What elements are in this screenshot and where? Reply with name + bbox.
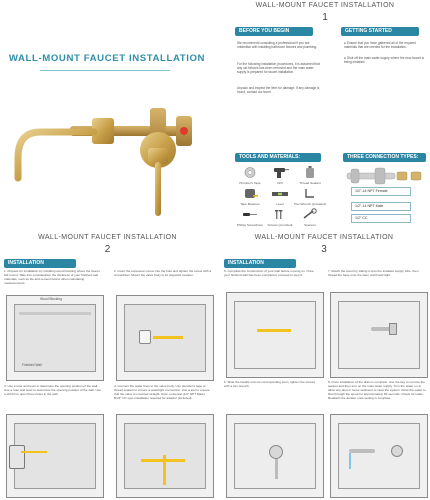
- hero-divider: [40, 70, 170, 71]
- gold-faucet-image: [0, 78, 215, 228]
- getting-started-bullet-1: ● Ensure that you have gathered all of the required materials that are needed for the installation.: [344, 41, 416, 50]
- hero-title: WALL-MOUNT FAUCET INSTALLATION: [8, 53, 206, 64]
- step3-drill-illustration: [6, 414, 104, 498]
- step8-water-test-illustration: [330, 414, 428, 498]
- label-wood-blocking: Wood Blocking: [40, 297, 62, 301]
- page2-step-3: 3. Use a ruler and level to determine the opening position of the wall. Use a ruler and level to determine the opening position of the wall. Use a drill bit to open three holes in the wall.: [4, 384, 101, 396]
- connector-parts-illustration: [345, 166, 425, 186]
- page3-step-8: 8. Once installation of the drain is complete. Use the key to remove the aerator and then turn on the main water supply. Turn the water on to allow any dust or loose sediment to clear the system. Allow the water to flow through the spout for approximately 60 seconds. Check for leaks. Reattach the aerator once testing is complete.: [328, 380, 426, 400]
- page3-title: WALL-MOUNT FAUCET INSTALLATION: [254, 234, 394, 241]
- step1-wall-illustration: [6, 295, 104, 381]
- level-icon: [271, 187, 289, 200]
- screws-icon: [271, 208, 289, 221]
- getting-started-bullet-2: ● Shut off the main water supply where the new faucet is being installed.: [344, 56, 425, 65]
- label-finished-wall: Finished Wall: [22, 363, 42, 367]
- before-you-begin-p1: We recommend consulting a professional if you are unfamiliar with installing bathroom fixtures and plumbing.: [237, 41, 318, 50]
- tool-label-spanner: Spanner: [304, 223, 316, 227]
- tools-heading: TOOLS AND MATERIALS:: [235, 153, 321, 162]
- step4-water-lines-illustration: [116, 414, 214, 498]
- tool-label-thread-sealant: Thread Sealant: [299, 181, 321, 185]
- tool-label-drill: Drill: [277, 181, 283, 185]
- page2-step-2: 2. Insert the expansion screw into the hole and tighten the screw with a screwdriver. Mount the valve body in its prepared location.: [114, 269, 212, 277]
- tool-label-philips-screwdriver: Philips Screwdriver: [236, 223, 264, 227]
- tool-label-level: Level: [276, 202, 284, 206]
- manual-page-number: 1: [322, 12, 328, 23]
- step2-valve-mount-illustration: [116, 295, 214, 381]
- connection-type-npt-male: 1/2"-14 NPT Male: [351, 202, 411, 211]
- page2-number: 2: [104, 244, 111, 255]
- tool-label-plumbers-tape: Plumber's Tape: [239, 181, 261, 185]
- hex-wrench-icon: [301, 187, 319, 200]
- page3-installation-heading: INSTALLATION: [224, 259, 296, 268]
- page3-number: 3: [321, 244, 327, 255]
- page3-step-5: 5. Complete the construction of your wall before moving on. Once your finished wall has been completed, proceed to step 6.: [224, 269, 314, 277]
- sealant-tube-icon: [301, 166, 319, 179]
- spanner-icon: [301, 208, 319, 221]
- step5-finished-wall-illustration: [226, 292, 324, 378]
- before-you-begin-p2: For the following installation procedures, it is assumed that any old fixtures has been removed and the main water supply is prepared for faucet installation.: [237, 62, 320, 75]
- page2-installation-heading: INSTALLATION: [4, 259, 76, 268]
- page2-step-4: 4. Connect the water lines to the valve body. Use plumber's tape or thread sealant to ensure a watertight connection. Use a tool to ensure that the valve is mounted straight. Note: universal (1/2" NPT Male) B1/2" CC type installation required for adaptor (included).: [114, 384, 210, 400]
- before-you-begin-p3: Unpack and inspect the item for damage. If any damage is found, contact our team.: [237, 86, 320, 95]
- tape-roll-icon: [241, 166, 259, 179]
- page2-title: WALL-MOUNT FAUCET INSTALLATION: [38, 234, 177, 241]
- drill-icon: [271, 166, 289, 179]
- connection-type-npt-female: 1/2"-14 NPT Female: [351, 187, 411, 196]
- connection-types-heading: THREE CONNECTION TYPES:: [343, 153, 426, 162]
- page3-step-6: 6. Slide the handle onto its corresponding stem, tighten the screws with a hex wrench.: [224, 380, 316, 388]
- step6-handle-illustration: [226, 414, 324, 498]
- connection-type-cc: 1/2" CC: [351, 214, 411, 223]
- page3-step-7: 7. Attach the spout by sliding it onto the installed supply tube, then thread the base onto the stem until hand tight.: [328, 269, 419, 277]
- tool-label-tape-measure: Tape Measure: [240, 202, 260, 206]
- screwdriver-icon: [241, 208, 259, 221]
- step7-spout-illustration: [330, 292, 428, 378]
- getting-started-heading: GETTING STARTED: [341, 27, 419, 36]
- tape-measure-icon: [241, 187, 259, 200]
- before-you-begin-heading: BEFORE YOU BEGIN: [235, 27, 313, 36]
- manual-page-title: WALL-MOUNT FAUCET INSTALLATION: [255, 2, 395, 9]
- tool-label-hex-wrench: Hex Wrench (provided): [294, 202, 326, 206]
- tool-label-screws: Screws (provided): [267, 223, 293, 227]
- page2-step-1: 1. Prepare for installation by installing wood blocking where the faucet will mount. Take into consideration the thickness of your finished wall materials, such as tile and cement board, when calculating measurements.: [4, 269, 100, 285]
